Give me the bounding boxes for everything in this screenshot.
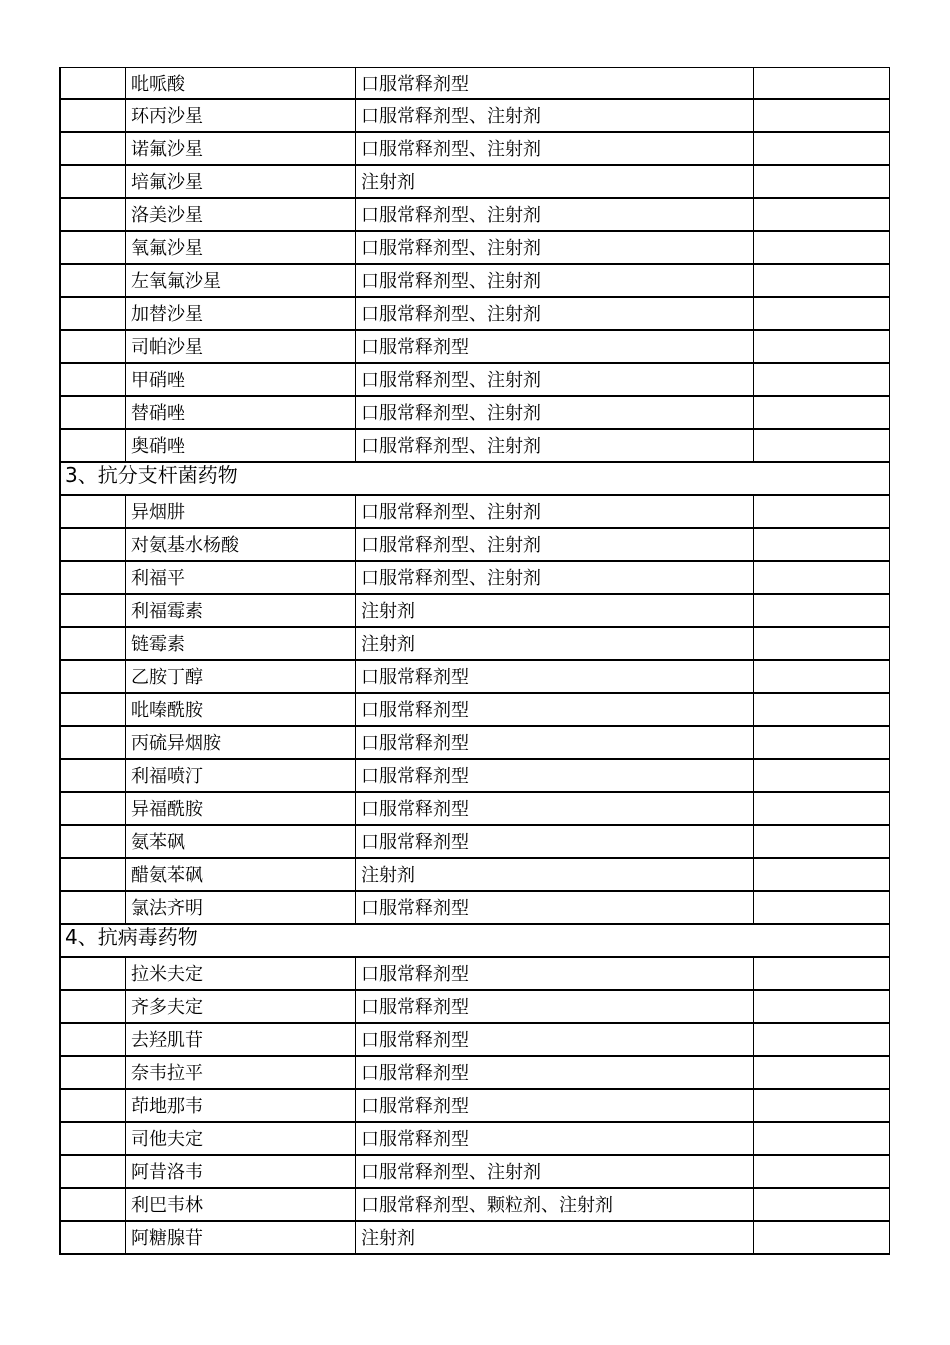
dosage-form-cell: 注射剂 [356,595,754,628]
index-cell [59,892,126,925]
remark-cell [754,1222,890,1255]
drug-name-cell: 异福酰胺 [126,793,356,826]
dosage-form-cell: 口服常释剂型、注射剂 [356,430,754,463]
dosage-form-cell: 口服常释剂型 [356,727,754,760]
drug-name-cell: 氯法齐明 [126,892,356,925]
dosage-form-cell: 口服常释剂型、注射剂 [356,133,754,166]
index-cell [59,1189,126,1222]
dosage-form-cell: 口服常释剂型 [356,991,754,1024]
dosage-form-cell: 口服常释剂型、注射剂 [356,397,754,430]
drug-name-cell: 甲硝唑 [126,364,356,397]
table-row [59,1156,890,1189]
dosage-form-cell: 注射剂 [356,628,754,661]
drug-name-cell: 替硝唑 [126,397,356,430]
table-row [59,166,890,199]
remark-cell [754,397,890,430]
index-cell [59,364,126,397]
drug-name-cell: 司他夫定 [126,1123,356,1156]
table-row [59,958,890,991]
drug-name-cell: 乙胺丁醇 [126,661,356,694]
drug-name-cell: 齐多夫定 [126,991,356,1024]
index-cell [59,1024,126,1057]
remark-cell [754,67,890,100]
remark-cell [754,958,890,991]
remark-cell [754,727,890,760]
remark-cell [754,430,890,463]
index-cell [59,562,126,595]
table-row [59,265,890,298]
remark-cell [754,1024,890,1057]
drug-name-cell: 拉米夫定 [126,958,356,991]
dosage-form-cell: 注射剂 [356,859,754,892]
drug-name-cell: 去羟肌苷 [126,1024,356,1057]
table-row [59,1189,890,1222]
remark-cell [754,265,890,298]
drug-name-cell: 利福平 [126,562,356,595]
remark-cell [754,826,890,859]
table-row [59,991,890,1024]
dosage-form-cell: 口服常释剂型、注射剂 [356,232,754,265]
table-row [59,232,890,265]
index-cell [59,298,126,331]
drug-name-cell: 丙硫异烟胺 [126,727,356,760]
index-cell [59,1156,126,1189]
remark-cell [754,892,890,925]
remark-cell [754,1057,890,1090]
table-row [59,1222,890,1255]
dosage-form-cell: 口服常释剂型 [356,826,754,859]
index-cell [59,628,126,661]
drug-name-cell: 吡嗪酰胺 [126,694,356,727]
table-row [59,727,890,760]
drug-name-cell: 利巴韦林 [126,1189,356,1222]
table-row [59,1090,890,1123]
index-cell [59,727,126,760]
remark-cell [754,100,890,133]
section-title: 3、抗分支杆菌药物 [65,463,238,487]
drug-name-cell: 诺氟沙星 [126,133,356,166]
table-row [59,331,890,364]
table-row [59,793,890,826]
drug-name-cell: 加替沙星 [126,298,356,331]
table-row [59,133,890,166]
index-cell [59,958,126,991]
table-row [59,397,890,430]
drug-name-cell: 氨苯砜 [126,826,356,859]
drug-name-cell: 链霉素 [126,628,356,661]
remark-cell [754,232,890,265]
dosage-form-cell: 口服常释剂型 [356,1090,754,1123]
index-cell [59,859,126,892]
drug-name-cell: 培氟沙星 [126,166,356,199]
drug-name-cell: 洛美沙星 [126,199,356,232]
table-row [59,892,890,925]
remark-cell [754,661,890,694]
dosage-form-cell: 口服常释剂型 [356,760,754,793]
drug-name-cell: 环丙沙星 [126,100,356,133]
dosage-form-cell: 口服常释剂型 [356,892,754,925]
dosage-form-cell: 口服常释剂型 [356,1024,754,1057]
table-row [59,1057,890,1090]
index-cell [59,529,126,562]
remark-cell [754,562,890,595]
remark-cell [754,991,890,1024]
dosage-form-cell: 口服常释剂型、注射剂 [356,496,754,529]
table-row [59,760,890,793]
index-cell [59,1057,126,1090]
remark-cell [754,793,890,826]
dosage-form-cell: 口服常释剂型、注射剂 [356,364,754,397]
index-cell [59,793,126,826]
drug-name-cell: 奈韦拉平 [126,1057,356,1090]
index-cell [59,199,126,232]
table-row [59,595,890,628]
dosage-form-cell: 口服常释剂型、注射剂 [356,529,754,562]
index-cell [59,694,126,727]
section-header [59,925,890,958]
table-row [59,430,890,463]
drug-name-cell: 利福霉素 [126,595,356,628]
dosage-form-cell: 口服常释剂型、注射剂 [356,199,754,232]
index-cell [59,232,126,265]
index-cell [59,133,126,166]
remark-cell [754,1123,890,1156]
index-cell [59,331,126,364]
table-row [59,298,890,331]
remark-cell [754,628,890,661]
drug-name-cell: 左氧氟沙星 [126,265,356,298]
index-cell [59,166,126,199]
drug-name-cell: 司帕沙星 [126,331,356,364]
table-row [59,529,890,562]
dosage-form-cell: 口服常释剂型 [356,1057,754,1090]
dosage-form-cell: 注射剂 [356,166,754,199]
index-cell [59,826,126,859]
remark-cell [754,199,890,232]
remark-cell [754,496,890,529]
table-row [59,694,890,727]
table-row [59,859,890,892]
table-row [59,1024,890,1057]
index-cell [59,430,126,463]
dosage-form-cell: 口服常释剂型、颗粒剂、注射剂 [356,1189,754,1222]
table-row [59,826,890,859]
index-cell [59,595,126,628]
drug-name-cell: 奥硝唑 [126,430,356,463]
dosage-form-cell: 口服常释剂型 [356,1123,754,1156]
remark-cell [754,595,890,628]
dosage-form-cell: 口服常释剂型 [356,958,754,991]
remark-cell [754,694,890,727]
remark-cell [754,1156,890,1189]
dosage-form-cell: 口服常释剂型 [356,793,754,826]
table-row [59,661,890,694]
remark-cell [754,859,890,892]
drug-name-cell: 吡哌酸 [126,67,356,100]
index-cell [59,67,126,100]
dosage-form-cell: 口服常释剂型、注射剂 [356,1156,754,1189]
drug-name-cell: 异烟肼 [126,496,356,529]
dosage-form-cell: 口服常释剂型、注射剂 [356,298,754,331]
table-row [59,199,890,232]
table-row [59,67,890,100]
table-row [59,562,890,595]
drug-name-cell: 对氨基水杨酸 [126,529,356,562]
dosage-form-cell: 口服常释剂型 [356,331,754,364]
section-title: 4、抗病毒药物 [65,925,198,949]
drug-name-cell: 醋氨苯砜 [126,859,356,892]
index-cell [59,1222,126,1255]
table-row [59,628,890,661]
drug-name-cell: 氧氟沙星 [126,232,356,265]
drug-list-table [59,67,890,1255]
dosage-form-cell: 口服常释剂型、注射剂 [356,100,754,133]
index-cell [59,397,126,430]
dosage-form-cell: 口服常释剂型、注射剂 [356,265,754,298]
remark-cell [754,529,890,562]
table-row [59,1123,890,1156]
index-cell [59,760,126,793]
drug-name-cell: 茚地那韦 [126,1090,356,1123]
remark-cell [754,760,890,793]
dosage-form-cell: 注射剂 [356,1222,754,1255]
dosage-form-cell: 口服常释剂型 [356,694,754,727]
table-row [59,364,890,397]
index-cell [59,496,126,529]
remark-cell [754,133,890,166]
drug-name-cell: 利福喷汀 [126,760,356,793]
drug-name-cell: 阿糖腺苷 [126,1222,356,1255]
remark-cell [754,1090,890,1123]
index-cell [59,1123,126,1156]
index-cell [59,1090,126,1123]
table-row [59,496,890,529]
remark-cell [754,364,890,397]
index-cell [59,100,126,133]
dosage-form-cell: 口服常释剂型 [356,67,754,100]
table-row [59,100,890,133]
index-cell [59,265,126,298]
section-header [59,463,890,496]
dosage-form-cell: 口服常释剂型、注射剂 [356,562,754,595]
dosage-form-cell: 口服常释剂型 [356,661,754,694]
remark-cell [754,1189,890,1222]
remark-cell [754,331,890,364]
drug-name-cell: 阿昔洛韦 [126,1156,356,1189]
index-cell [59,991,126,1024]
index-cell [59,661,126,694]
remark-cell [754,166,890,199]
remark-cell [754,298,890,331]
